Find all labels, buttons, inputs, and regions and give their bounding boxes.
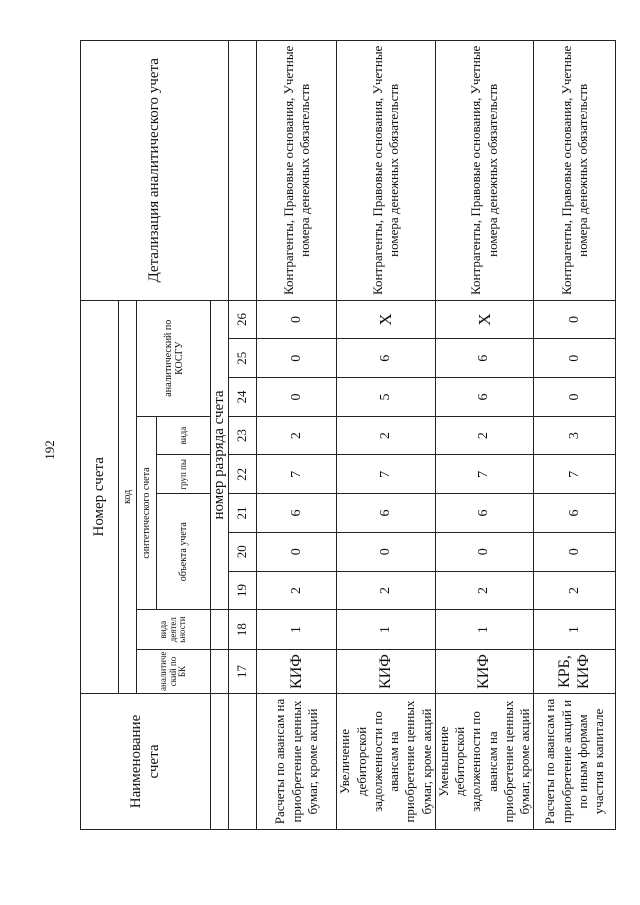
digit-21: 6	[435, 494, 534, 533]
digit-number-blank	[229, 41, 257, 301]
table-row	[534, 41, 616, 830]
digit-23: 2	[337, 416, 436, 455]
digit-20: 0	[257, 532, 337, 571]
header-category-number: номер разряда счета	[211, 300, 229, 610]
header-group: груп пы	[157, 455, 211, 494]
table-row	[257, 41, 337, 830]
digit-number: 23	[229, 416, 257, 455]
digit-18: 1	[534, 610, 616, 650]
digit-25: 6	[435, 339, 534, 378]
digit-19: 2	[435, 571, 534, 610]
digit-22: 7	[337, 455, 436, 494]
digit-18: 1	[435, 610, 534, 650]
header-synthetic: синтетического счета	[137, 416, 157, 610]
analytics-detail: Контрагенты, Правовые основания, Учетные номера денежных обязательств	[337, 41, 436, 301]
digit-18: 1	[257, 610, 337, 650]
digit-26: 0	[257, 300, 337, 339]
digit-number: 26	[229, 300, 257, 339]
digit-26: 0	[534, 300, 616, 339]
header-activity-type: вида деятел ьности	[137, 610, 211, 650]
header-detail: Детализация аналитического учета	[81, 41, 229, 301]
analytics-detail: Контрагенты, Правовые основания, Учетные номера денежных обязательств	[435, 41, 534, 301]
digit-number: 19	[229, 571, 257, 610]
digit-number: 25	[229, 339, 257, 378]
header-row-1	[81, 41, 119, 830]
page-number: 192	[42, 440, 57, 460]
bk-code: КИФ	[435, 650, 534, 694]
account-name: Уменьшение дебиторской задолженности по авансам на приобретение ценных бумаг, кроме акций	[435, 693, 534, 829]
digit-number: 17	[229, 650, 257, 694]
analytics-detail: Контрагенты, Правовые основания, Учетные номера денежных обязательств	[534, 41, 616, 301]
digit-25: 6	[337, 339, 436, 378]
header-account-object: объекта учета	[157, 494, 211, 610]
digit-number: 21	[229, 494, 257, 533]
digit-22: 7	[257, 455, 337, 494]
digit-23: 2	[435, 416, 534, 455]
header-name-spacer	[211, 693, 229, 829]
digit-25: 0	[534, 339, 616, 378]
digit-24: 0	[534, 378, 616, 417]
table-row	[435, 41, 534, 830]
digit-24: 5	[337, 378, 436, 417]
table-row	[337, 41, 436, 830]
ledger-table	[80, 40, 616, 830]
digit-19: 2	[534, 571, 616, 610]
digit-25: 0	[257, 339, 337, 378]
account-name: Увеличение дебиторской задолженности по авансам на приобретение ценных бумаг, кроме акций	[337, 693, 436, 829]
ledger-table-frame	[80, 40, 606, 830]
digit-24: 6	[435, 378, 534, 417]
header-account-number: Номер счета	[81, 300, 119, 693]
digit-23: 2	[257, 416, 337, 455]
digit-20: 0	[435, 532, 534, 571]
digit-21: 6	[257, 494, 337, 533]
digit-23: 3	[534, 416, 616, 455]
header-spacer-18	[211, 610, 229, 650]
header-analytical-kosgu: аналитический по КОСГУ	[137, 300, 211, 416]
bk-code: КИФ	[337, 650, 436, 694]
digit-number: 22	[229, 455, 257, 494]
header-account-name: Наименование счета	[81, 693, 211, 829]
header-analytical-bk: аналитиче ский по БК	[137, 650, 211, 694]
digit-21: 6	[534, 494, 616, 533]
digit-number-row	[229, 41, 257, 830]
bk-code: КРБ, КИФ	[534, 650, 616, 694]
digit-22: 7	[534, 455, 616, 494]
header-code: код	[119, 300, 137, 693]
analytics-detail: Контрагенты, Правовые основания, Учетные номера денежных обязательств	[257, 41, 337, 301]
digit-24: 0	[257, 378, 337, 417]
page-number-box	[40, 430, 60, 470]
digit-19: 2	[257, 571, 337, 610]
account-name: Расчеты по авансам на приобретение ценных бумаг, кроме акций	[257, 693, 337, 829]
digit-number: 24	[229, 378, 257, 417]
digit-20: 0	[534, 532, 616, 571]
digit-number: 20	[229, 532, 257, 571]
header-spacer-17	[211, 650, 229, 694]
digit-19: 2	[337, 571, 436, 610]
digit-26: Х	[435, 300, 534, 339]
digit-26: Х	[337, 300, 436, 339]
digit-22: 7	[435, 455, 534, 494]
digit-number: 18	[229, 610, 257, 650]
header-type: вида	[157, 416, 211, 455]
digit-18: 1	[337, 610, 436, 650]
digit-21: 6	[337, 494, 436, 533]
bk-code: КИФ	[257, 650, 337, 694]
digit-20: 0	[337, 532, 436, 571]
account-name: Расчеты по авансам на приобретение акций и по иным формам участия в капитале	[534, 693, 616, 829]
digit-number-blank	[229, 693, 257, 829]
